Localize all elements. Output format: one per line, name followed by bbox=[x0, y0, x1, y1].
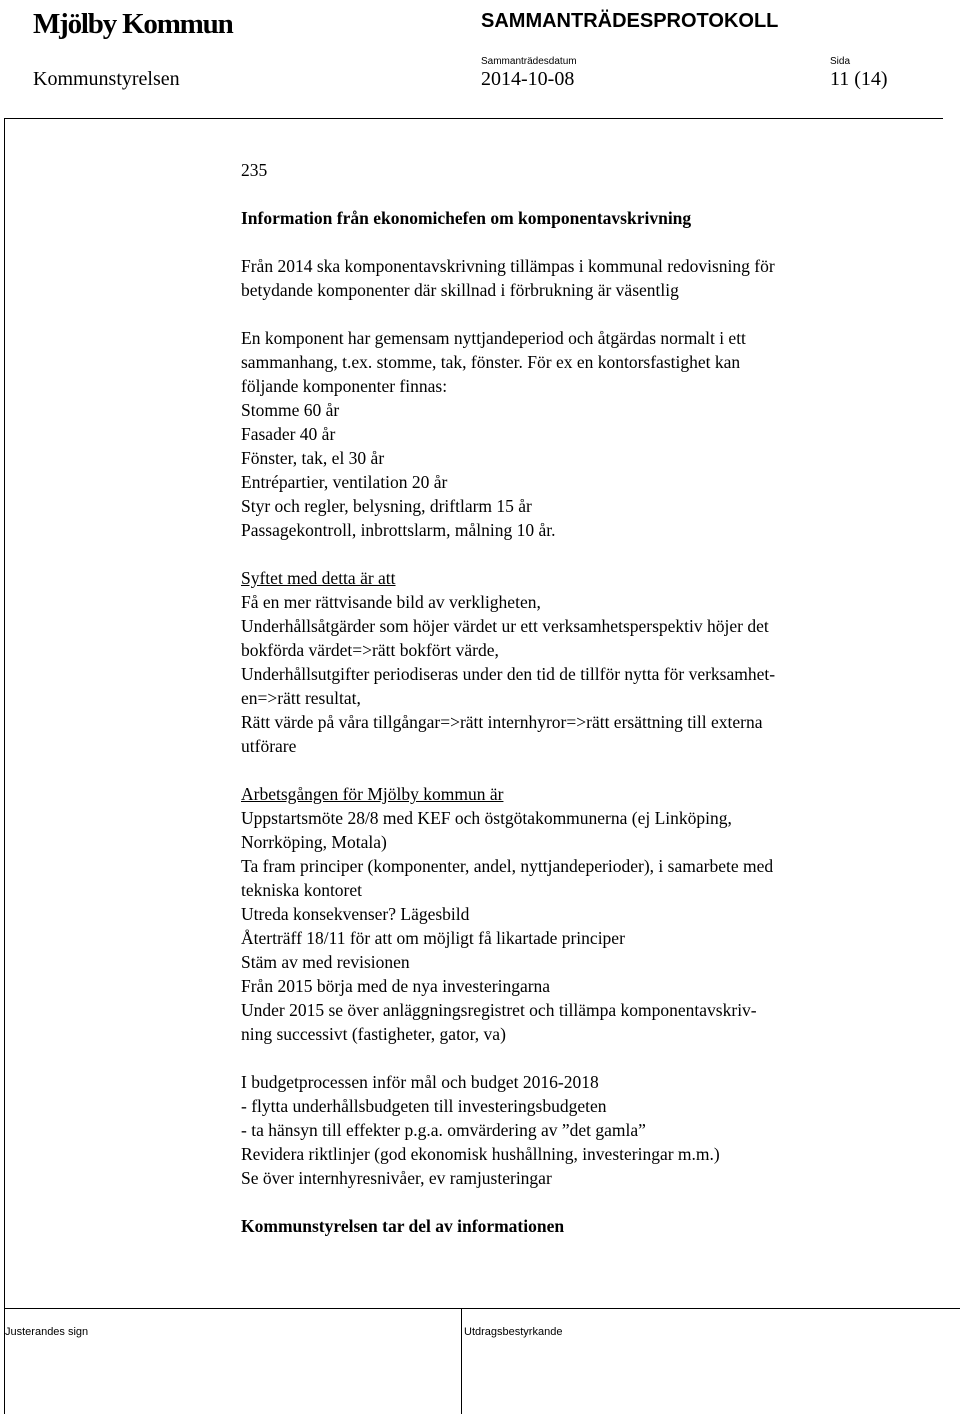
purpose-line: utförare bbox=[241, 736, 297, 756]
budget-line: Se över internhyresnivåer, ev ramjusteringar bbox=[241, 1168, 552, 1188]
process-line: Norrköping, Motala) bbox=[241, 832, 387, 852]
decision: Kommunstyrelsen tar del av informationen bbox=[241, 1216, 565, 1236]
purpose-line: Få en mer rättvisande bild av verkligheten, bbox=[241, 592, 541, 612]
budget-line: - flytta underhållsbudgeten till investeringsbudgeten bbox=[241, 1096, 607, 1116]
document-type: SAMMANTRÄDESPROTOKOLL bbox=[481, 10, 779, 32]
purpose-heading: Syftet med detta är att bbox=[241, 568, 396, 588]
header-rule bbox=[4, 118, 943, 119]
purpose-line: Underhållsutgifter periodiseras under den tid de tillför nytta för verksamhet- bbox=[241, 664, 776, 684]
component-text-line: sammanhang, t.ex. stomme, tak, fönster. För ex en kontorsfastighet kan bbox=[241, 352, 741, 372]
page-number: 11 (14) bbox=[830, 68, 888, 90]
process-line: tekniska kontoret bbox=[241, 880, 363, 900]
organization-name: Mjölby Kommun bbox=[33, 8, 233, 40]
left-margin-rule bbox=[4, 118, 5, 1308]
process-line: Ta fram principer (komponenter, andel, nyttjandeperioder), i samarbete med bbox=[241, 856, 774, 876]
component-item: Entrépartier, ventilation 20 år bbox=[241, 472, 448, 492]
process-line: Stäm av med revisionen bbox=[241, 952, 410, 972]
process-heading: Arbetsgången för Mjölby kommun är bbox=[241, 784, 504, 804]
budget-line: I budgetprocessen inför mål och budget 2016-2018 bbox=[241, 1072, 599, 1092]
budget-line: Revidera riktlinjer (god ekonomisk hushållning, investeringar m.m.) bbox=[241, 1144, 720, 1164]
meeting-date: 2014-10-08 bbox=[481, 68, 575, 90]
intro-line: betydande komponenter där skillnad i förbrukning är väsentlig bbox=[241, 280, 679, 300]
purpose-line: Rätt värde på våra tillgångar=>rätt internhyror=>rätt ersättning till externa bbox=[241, 712, 763, 732]
component-text-line: En komponent har gemensam nyttjandeperiod och åtgärdas normalt i ett bbox=[241, 328, 746, 348]
paragraph-number: 235 bbox=[241, 160, 268, 180]
utdrag-certification-label: Utdragsbestyrkande bbox=[464, 1326, 563, 1338]
budget-line: - ta hänsyn till effekter p.g.a. omvärdering av ”det gamla” bbox=[241, 1120, 646, 1140]
component-item: Passagekontroll, inbrottslarm, målning 10 år. bbox=[241, 520, 556, 540]
committee-name: Kommunstyrelsen bbox=[33, 68, 180, 90]
justering-signature-label: Justerandes sign bbox=[5, 1326, 89, 1338]
meeting-date-label: Sammanträdesdatum bbox=[481, 56, 577, 67]
component-text-line: följande komponenter finnas: bbox=[241, 376, 448, 396]
process-line: Utreda konsekvenser? Lägesbild bbox=[241, 904, 470, 924]
section-heading: Information från ekonomichefen om komponentavskrivning bbox=[241, 208, 692, 228]
component-item: Fasader 40 år bbox=[241, 424, 336, 444]
page-label: Sida bbox=[830, 56, 851, 67]
intro-line: Från 2014 ska komponentavskrivning tillämpas i kommunal redovisning för bbox=[241, 256, 775, 276]
purpose-line: Underhållsåtgärder som höjer värdet ur ett verksamhetsperspektiv höjer det bbox=[241, 616, 769, 636]
process-line: Under 2015 se över anläggningsregistret och tillämpa komponentavskriv- bbox=[241, 1000, 757, 1020]
protocol-body bbox=[241, 158, 901, 1238]
process-line: Uppstartsmöte 28/8 med KEF och östgötakommunerna (ej Linköping, bbox=[241, 808, 732, 828]
process-line: Från 2015 börja med de nya investeringarna bbox=[241, 976, 551, 996]
process-line: ning successivt (fastigheter, gator, va) bbox=[241, 1024, 506, 1044]
component-item: Stomme 60 år bbox=[241, 400, 340, 420]
process-line: Återträff 18/11 för att om möjligt få likartade principer bbox=[241, 928, 625, 948]
component-item: Fönster, tak, el 30 år bbox=[241, 448, 385, 468]
purpose-line: bokförda värdet=>rätt bokfört värde, bbox=[241, 640, 499, 660]
component-item: Styr och regler, belysning, driftlarm 15 år bbox=[241, 496, 532, 516]
purpose-line: en=>rätt resultat, bbox=[241, 688, 361, 708]
footer-divider-middle bbox=[461, 1308, 462, 1414]
footer-divider-left bbox=[4, 1308, 5, 1414]
footer-rule bbox=[4, 1308, 960, 1309]
